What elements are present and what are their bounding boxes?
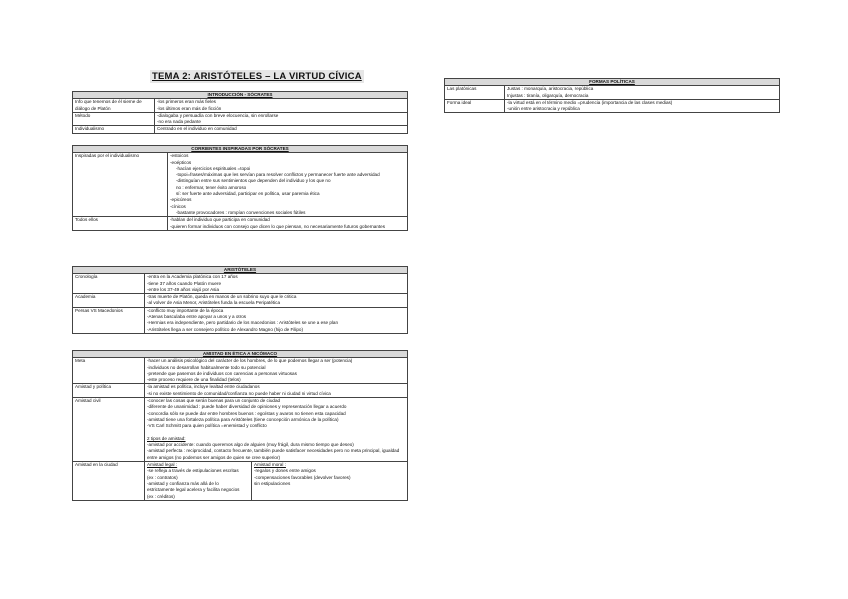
row-content: -tras muerte de Platón, queda en manos de un sobrino suyo que le critica -al volver de Asia Menor, Aristóteles funda la escuela Peripatética [145, 294, 408, 308]
row-content: -dialogaba y persuadía con breve elocuencia, sin enrollarse -no era nada pedante [155, 112, 408, 126]
row-content: -hablan del individuo que participa en comunidad -quieren formar individuos con consejo que dicen lo que piensan, no necesariamente futuros gobernantes [168, 217, 408, 231]
intro-table [72, 91, 408, 134]
row-content: -conocer las cosas que serán buenas para un conjunto de ciudad -diferente de unanimidad : puede haber diversidad de opiniones y representación llegar a acuerdo -concordia sólo se puede dar entre hombres buenos : egoístas y avaros no tienen esta capacidad -amistad tiene una fortaleza política para Aristóteles (tiene concepción armónica de la política) -VS Carl Schmitt para quien política =enemistad y conflicto 2 tipos de amistad: -amistad por accidente: cuando queremos algo de alguien (muy frágil, dura mismo tiempo que deseo) -amistad perfecta : reciprocidad, contacto frecuente, también puede satisfacer necesidades pero no meta principal, igualdad entre amigos (no podemos ser amigos de quien se cree superior) [145, 398, 408, 462]
legal-cell: Amistad legal : -se refleja a través de estipulaciones escritas (ex : contratos) -amistad y confianza más allá de lo estrictamente legal acelera y facilita negocios (ex : créditos) [145, 462, 252, 501]
row-content: -conflicto muy importante de la época -Atenas basculaba entre apoyar a unos y a otros -Hermias era independiente, pero partidario de los macedonios : Aristóteles se une a ese plan -Aristóteles llega a ser consejero político de Alexandro Magno (hijo de Filipo) [145, 307, 408, 333]
row-label: Persas VS Macedonios [73, 307, 145, 333]
row-label: Amistad y política [73, 384, 145, 398]
row-content: -estoicos -eoépticos -hacían ejercicios espirituales =topoi -topoi=frases/máximas que les servían para resolver conflictos y permanecer fuerte ante adversidad -distinguían entre sus sentimientos que dependen del individuo y los que no no : enfermar, tener éxito amoroso sí: ser fuerte ante adversidad, participar en política, usar paremia ética -epicúreos -cínicos -bastante provocadores : rompían convenciones sociales fútiles [168, 153, 408, 217]
corrientes-table [72, 145, 408, 231]
row-content: -la amistad es política, incluye lealtad entre ciudadanos -si no existe sentimiento de comunidad/confianza no puede haber ni ciudad ni virtud cívica [145, 384, 408, 398]
formas-table [444, 78, 780, 113]
intro-header: INTRODUCCIÓN - SÓCRATES [73, 92, 408, 99]
row-label: Academia [73, 294, 145, 308]
row-content: -la virtud está en el término medio =prudencia (importancia de las clases medias) -unión entre aristocracia y república [505, 99, 780, 113]
row-label: Forma ideal [445, 99, 505, 113]
row-label: Amistad en la ciudad [73, 462, 145, 501]
row-label: Inspiradas por el individualismo [73, 153, 168, 217]
row-content: Justas : monarquía, aristocracia, república Injustas : tiranía, oligarquía, democracia [505, 86, 780, 100]
formas-header: FORMAS POLÍTICAS [445, 79, 780, 86]
row-content: -los primeros eran más fieles -los últimos eran más de ficción [155, 99, 408, 113]
row-label: Cronología [73, 274, 145, 294]
row-label: Método [73, 112, 155, 126]
row-content: -hacer un análisis psicológico del carácter de los hombres, de lo que podemos llegar a ser (potencia) -individuos no desarrollan habitualmente todo su potencial -pretende que pasemos de individuos con carencias a personas virtuosas -este proceso requiere de una finalidad (telos) [145, 358, 408, 384]
row-content: -entra en la Academia platónica con 17 años -tiene 37 años cuando Platón muere -entre los 37-49 años viajó por Asia [145, 274, 408, 294]
aristoteles-table [72, 266, 408, 334]
page-title: TEMA 2: ARISTÓTELES – LA VIRTUD CÍVICA [152, 71, 362, 82]
row-label: Todos ellos [73, 217, 168, 231]
row-label: Las platónicas [445, 86, 505, 100]
moral-cell: Amistad moral : -regalos y dones entre amigos -compensaciones favorables (devolver favores) sin estipulaciones [252, 462, 408, 501]
amistad-header: AMISTAD EN ÉTICA A NICÓMACO [73, 351, 408, 358]
amistad-table [72, 350, 408, 501]
row-content: Centrado en el individuo en comunidad [155, 126, 408, 133]
aristoteles-header: ARISTÓTELES [73, 267, 408, 274]
row-label: Info que tenemos de él sieme de diálogo de Platón [73, 99, 155, 113]
row-label: Amistad civil [73, 398, 145, 462]
row-label: Individualismo [73, 126, 155, 133]
row-label: Meta [73, 358, 145, 384]
corrientes-header: CORRIENTES INSPIRADAS POR SÓCRATES [73, 146, 408, 153]
